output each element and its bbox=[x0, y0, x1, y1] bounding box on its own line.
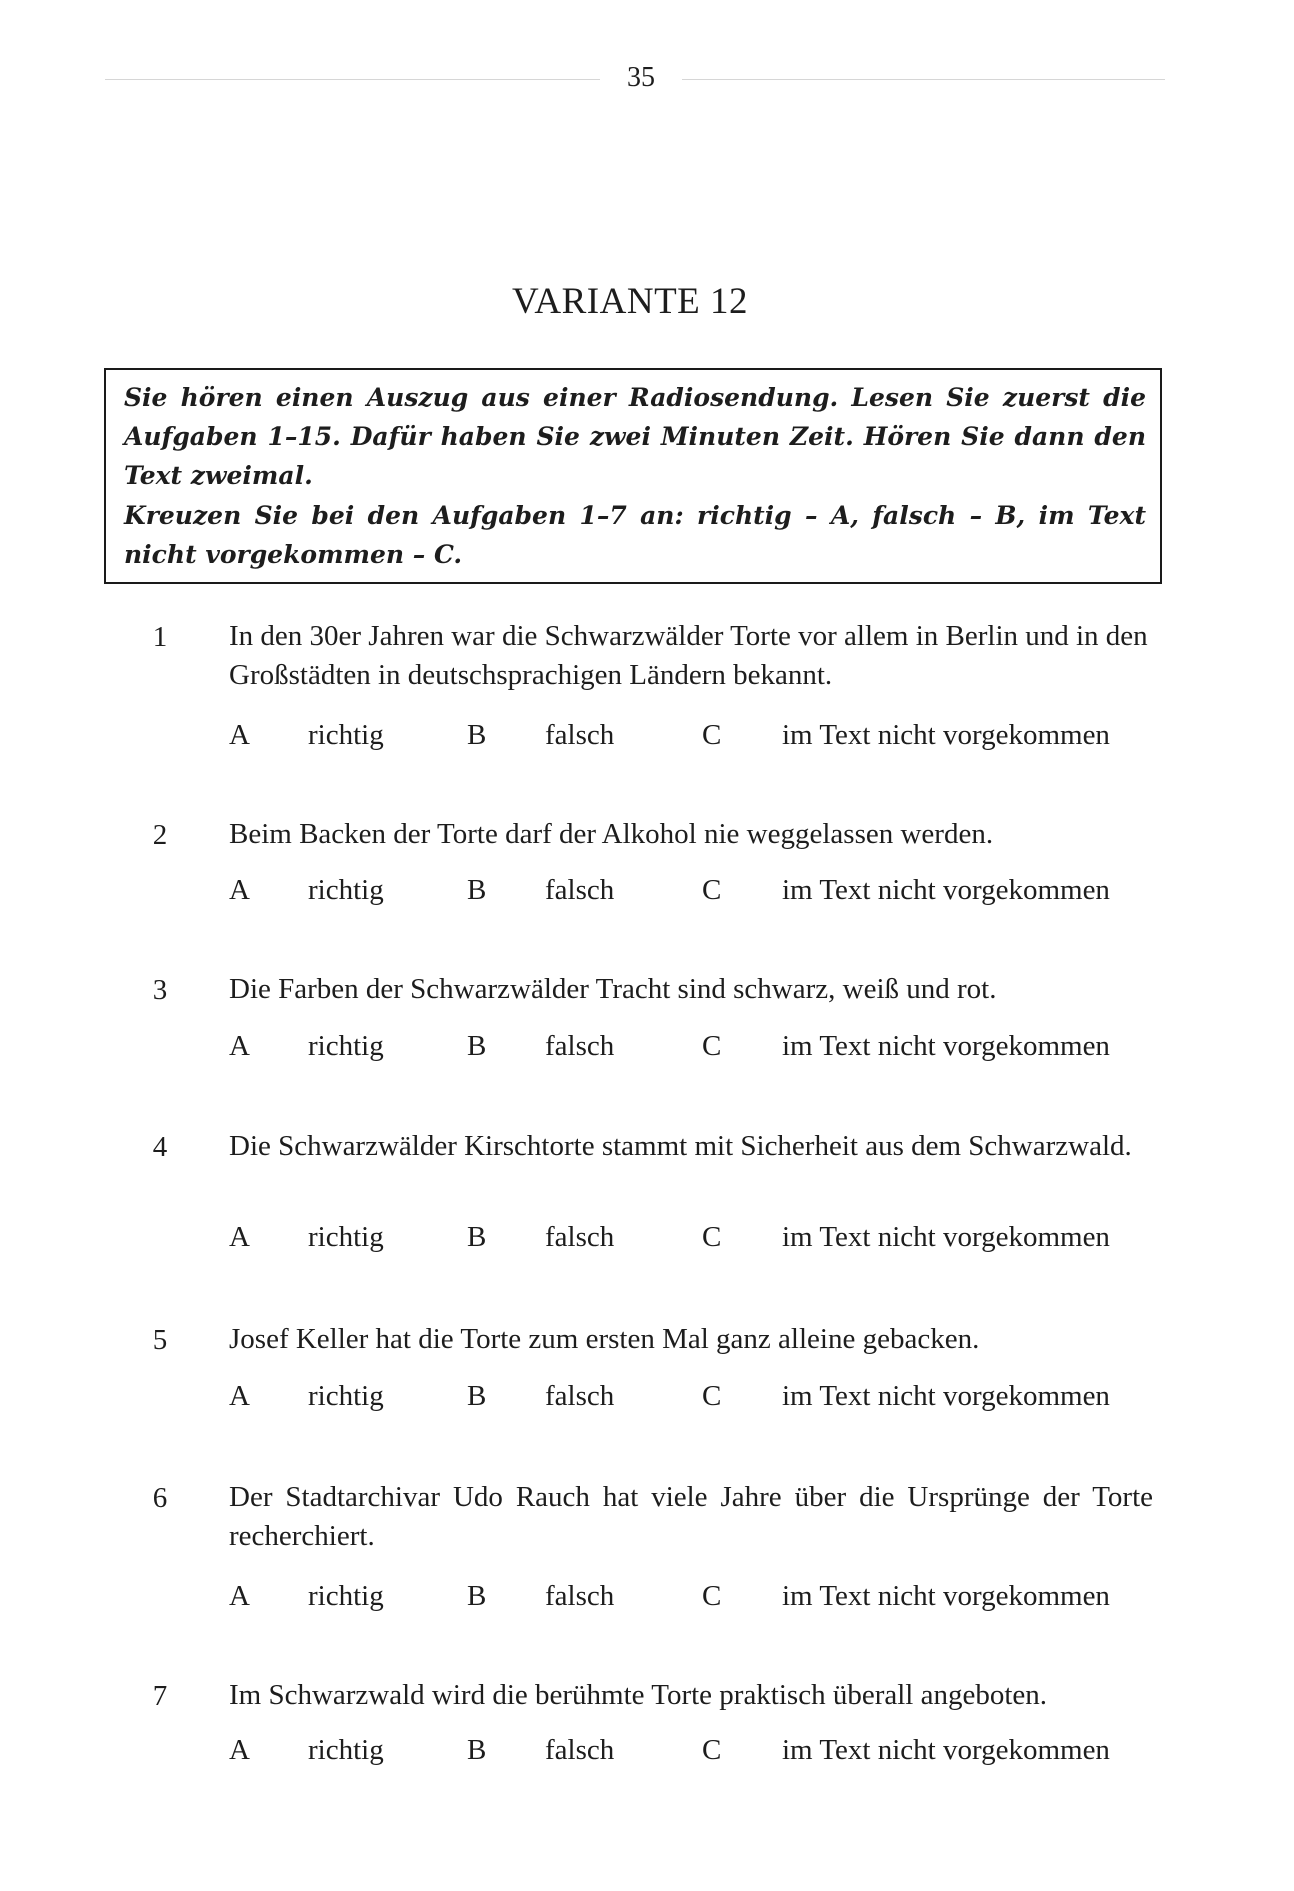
header-rule-right bbox=[682, 79, 1165, 80]
header-rule-left bbox=[105, 79, 600, 80]
option-c-letter[interactable]: C bbox=[702, 1380, 722, 1412]
option-a-label: richtig bbox=[308, 1580, 384, 1612]
page-number: 35 bbox=[627, 62, 655, 93]
option-a-label: richtig bbox=[308, 1030, 384, 1062]
option-b-label: falsch bbox=[545, 719, 615, 751]
option-a-letter[interactable]: A bbox=[229, 1030, 250, 1062]
question-text: Der Stadtarchivar Udo Rauch hat viele Jahre über die Ursprünge der Torte recherchiert. bbox=[229, 1481, 1153, 1552]
question-text: Im Schwarzwald wird die berühmte Torte praktisch überall angeboten. bbox=[229, 1679, 1048, 1711]
option-b-letter[interactable]: B bbox=[467, 1580, 487, 1612]
question-text: Josef Keller hat die Torte zum ersten Mal ganz alleine gebacken. bbox=[229, 1323, 980, 1355]
option-b-letter[interactable]: B bbox=[467, 719, 487, 751]
option-b-label: falsch bbox=[545, 1734, 615, 1766]
option-b-letter[interactable]: B bbox=[467, 1734, 487, 1766]
option-b-letter[interactable]: B bbox=[467, 1380, 487, 1412]
option-c-label: im Text nicht vorgekommen bbox=[782, 1734, 1110, 1766]
option-b-letter[interactable]: B bbox=[467, 1221, 487, 1253]
option-b-label: falsch bbox=[545, 1380, 615, 1412]
option-a-label: richtig bbox=[308, 719, 384, 751]
option-b-letter[interactable]: B bbox=[467, 1030, 487, 1062]
option-c-label: im Text nicht vorgekommen bbox=[782, 1221, 1110, 1253]
option-a-label: richtig bbox=[308, 874, 384, 906]
option-c-label: im Text nicht vorgekommen bbox=[782, 719, 1110, 751]
instruction-box bbox=[104, 368, 1162, 584]
option-c-label: im Text nicht vorgekommen bbox=[782, 1380, 1110, 1412]
option-b-label: falsch bbox=[545, 1221, 615, 1253]
option-b-label: falsch bbox=[545, 1580, 615, 1612]
question-number: 2 bbox=[152, 819, 168, 851]
option-a-letter[interactable]: A bbox=[229, 1380, 250, 1412]
question-number: 3 bbox=[152, 974, 168, 1006]
option-c-letter[interactable]: C bbox=[702, 1580, 722, 1612]
option-a-letter[interactable]: A bbox=[229, 719, 250, 751]
option-c-label: im Text nicht vorgekommen bbox=[782, 1030, 1110, 1062]
option-a-label: richtig bbox=[308, 1221, 384, 1253]
question-number: 1 bbox=[152, 621, 168, 653]
option-a-letter[interactable]: A bbox=[229, 1734, 250, 1766]
question-number: 7 bbox=[152, 1680, 168, 1712]
question-number: 4 bbox=[152, 1131, 168, 1163]
instruction-paragraph-2: Kreuzen Sie bei den Aufgaben 1–7 an: richtig – A, falsch – B, im Text nicht vorgekommen – C. bbox=[124, 501, 1146, 569]
option-b-label: falsch bbox=[545, 1030, 615, 1062]
question-text: Die Farben der Schwarzwälder Tracht sind schwarz, weiß und rot. bbox=[229, 973, 997, 1005]
option-c-letter[interactable]: C bbox=[702, 1734, 722, 1766]
option-c-letter[interactable]: C bbox=[702, 1221, 722, 1253]
option-a-letter[interactable]: A bbox=[229, 1580, 250, 1612]
option-a-letter[interactable]: A bbox=[229, 1221, 250, 1253]
instruction-paragraph-1: Sie hören einen Auszug aus einer Radiosendung. Lesen Sie zuerst die Aufgaben 1–15. Dafür haben Sie zwei Minuten Zeit. Hören Sie dann den Text zweimal. bbox=[124, 383, 1146, 490]
option-a-label: richtig bbox=[308, 1380, 384, 1412]
option-c-letter[interactable]: C bbox=[702, 874, 722, 906]
question-text: In den 30er Jahren war die Schwarzwälder Torte vor allem in Berlin und in den Großstädten in deutschsprachigen Ländern bekannt. bbox=[229, 620, 1148, 691]
page-title: VARIANTE 12 bbox=[511, 281, 749, 322]
option-c-letter[interactable]: C bbox=[702, 719, 722, 751]
question-number: 6 bbox=[152, 1482, 168, 1514]
option-a-letter[interactable]: A bbox=[229, 874, 250, 906]
question-text: Die Schwarzwälder Kirschtorte stammt mit Sicherheit aus dem Schwarzwald. bbox=[229, 1130, 1132, 1162]
option-b-label: falsch bbox=[545, 874, 615, 906]
question-number: 5 bbox=[152, 1324, 168, 1356]
option-c-letter[interactable]: C bbox=[702, 1030, 722, 1062]
option-a-label: richtig bbox=[308, 1734, 384, 1766]
question-text: Beim Backen der Torte darf der Alkohol nie weggelassen werden. bbox=[229, 818, 994, 850]
option-c-label: im Text nicht vorgekommen bbox=[782, 1580, 1110, 1612]
option-c-label: im Text nicht vorgekommen bbox=[782, 874, 1110, 906]
option-b-letter[interactable]: B bbox=[467, 874, 487, 906]
